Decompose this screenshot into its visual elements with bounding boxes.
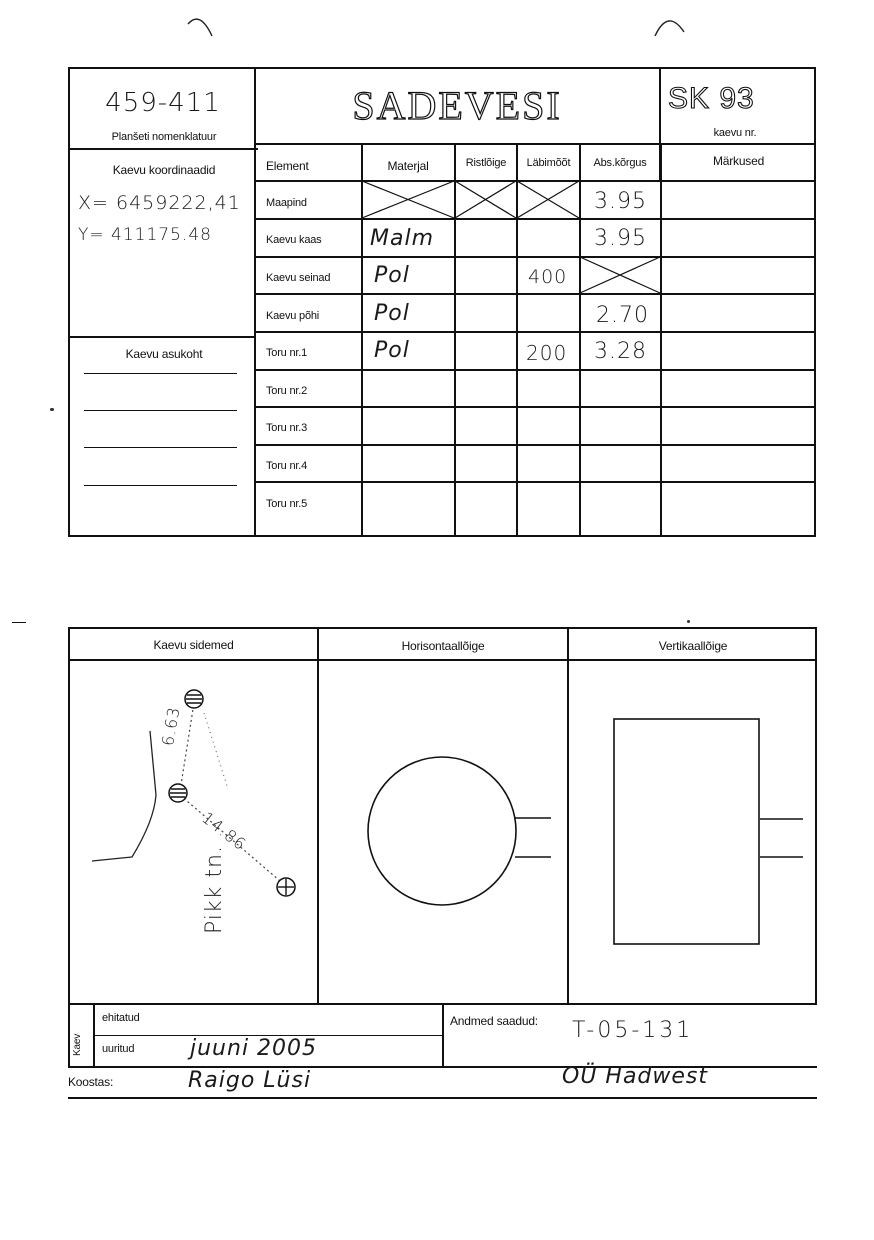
cross-out-mark xyxy=(455,181,516,218)
cell-material: Malm xyxy=(370,226,435,251)
data-source-value: T-05-131 xyxy=(572,1018,694,1043)
plan-number: 459-411 xyxy=(105,88,221,118)
manhole-icon xyxy=(169,784,187,802)
row-label: Kaevu põhi xyxy=(266,310,320,322)
col-header-cross: Ristlõige xyxy=(465,157,507,169)
surveyed-label: uuritud xyxy=(102,1043,135,1055)
cell-material: Pol xyxy=(374,301,410,326)
compiled-label: Koostas: xyxy=(68,1075,114,1089)
cell-elevation: 3.28 xyxy=(594,339,647,364)
cross-out-mark xyxy=(517,181,579,218)
vertical-section-drawing xyxy=(569,661,816,1003)
company: OÜ Hadwest xyxy=(562,1064,709,1089)
row-label: Kaevu kaas xyxy=(266,234,322,246)
well-number: SK 93 xyxy=(668,82,755,115)
connections-label: Kaevu sidemed xyxy=(153,638,234,652)
well-label: kaevu nr. xyxy=(713,127,757,139)
connections-sketch xyxy=(70,661,316,1003)
cross-out-mark xyxy=(362,181,454,218)
coord-y: Y= 411175.48 xyxy=(78,225,212,245)
row-label: Toru nr.5 xyxy=(266,498,308,510)
row-label: Toru nr.3 xyxy=(266,422,308,434)
horizontal-section-drawing xyxy=(319,661,566,1003)
cell-elevation: 2.70 xyxy=(596,303,649,328)
cell-material: Pol xyxy=(374,338,410,363)
side-label: Kaev xyxy=(72,1034,83,1056)
plan-label: Planšeti nomenklatuur xyxy=(111,131,217,143)
col-header-notes: Märkused xyxy=(712,154,765,168)
row-label: Toru nr.2 xyxy=(266,385,308,397)
vertical-label: Vertikaallõige xyxy=(658,639,728,653)
punch-hole-right-icon xyxy=(652,14,688,38)
horizontal-label: Horisontaallõige xyxy=(401,639,485,653)
built-label: ehitatud xyxy=(102,1012,140,1024)
coords-label: Kaevu koordinaadid xyxy=(112,163,216,177)
data-source-label: Andmed saadud: xyxy=(450,1014,538,1028)
stray-mark xyxy=(12,622,26,623)
row-label: Maapind xyxy=(266,197,307,209)
distance-label: 6.63 xyxy=(158,704,184,748)
stray-mark xyxy=(687,620,690,623)
coord-x: X= 6459222,41 xyxy=(78,192,241,214)
row-label: Toru nr.4 xyxy=(266,460,308,472)
cell-diameter: 200 xyxy=(526,341,568,365)
cell-elevation: 3.95 xyxy=(594,226,647,251)
stray-mark xyxy=(50,408,54,411)
col-header-element: Element xyxy=(266,159,309,173)
manhole-icon xyxy=(185,690,203,708)
col-header-elevation: Abs.kõrgus xyxy=(593,157,647,169)
compiled-by: Raigo Lüsi xyxy=(188,1068,312,1093)
location-line xyxy=(84,485,237,486)
col-header-diameter: Läbimõõt xyxy=(526,157,571,169)
location-line xyxy=(84,447,237,448)
col-header-material: Materjal xyxy=(387,159,429,173)
location-label: Kaevu asukoht xyxy=(125,347,203,361)
punch-hole-left-icon xyxy=(186,14,216,38)
cell-material: Pol xyxy=(374,263,410,288)
page-title: SADEVESI xyxy=(352,83,562,128)
cross-out-mark xyxy=(580,257,660,293)
row-label: Kaevu seinad xyxy=(266,272,331,284)
cell-elevation: 3.95 xyxy=(594,189,647,214)
street-label: Pikk tn. xyxy=(202,845,227,934)
location-line xyxy=(84,410,237,411)
location-line xyxy=(84,373,237,374)
hydrant-icon xyxy=(277,878,295,896)
row-label: Toru nr.1 xyxy=(266,347,308,359)
cell-diameter: 400 xyxy=(528,266,568,288)
distance-label: 14.86 xyxy=(198,808,251,855)
surveyed-value: juuni 2005 xyxy=(190,1036,318,1061)
